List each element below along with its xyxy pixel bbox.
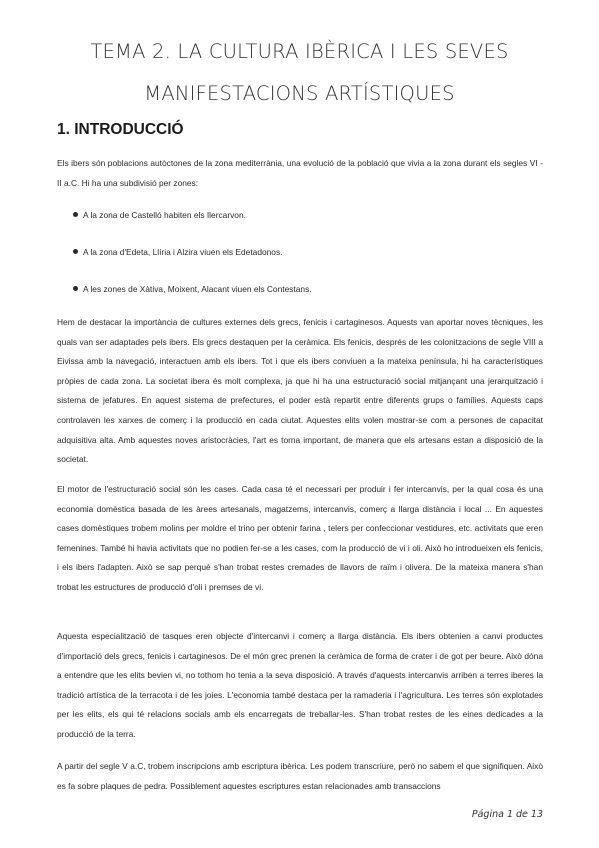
- list-item-text: A les zones de Xàtiva, Moixent, Alacant viuen els Contestans.: [83, 284, 312, 294]
- document-title-line-2: MANIFESTACIONS ARTÍSTIQUES: [144, 82, 455, 105]
- page-number: Página 1 de 13: [471, 809, 543, 820]
- bullet-icon: [73, 212, 78, 217]
- section-heading: 1. INTRODUCCIÓ: [57, 121, 184, 138]
- body-paragraph: El motor de l'estructuració social són les cases. Cada casa té el necessari per produir i fer intercanvis, per la qual cosa és una economia domèstica basada de les àrees artesanals, magatzems, intercanvis, comerç a llarga distància i local ... En aquestes cases domèstiques trobem molins per moldre el trino per obtenir farina , telers per confeccionar vestidures, etc. activitats que eren femenines. També hi havia activitats que no podien fer-se a les cases, com la producció de vi i oli. Això ho introdueixen els fenicis, i els ibers l'adapten. Això se sap perquè s'han trobat restes cremades de llavors de raïm i olivera. De la mateixa manera s'han trobat les estructures de producció d'oli i premses de vi.: [57, 484, 543, 592]
- bullet-icon: [73, 249, 78, 254]
- list-item-text: A la zona d'Edeta, Llíria i Alzira viuen els Edetadonos.: [83, 247, 283, 257]
- intro-paragraph: Els ibers són poblacions autòctones de la zona mediterrània, una evolució de la població que vivia a la zona durant els segles VI - II a.C. Hi ha una subdivisió per zones:: [57, 158, 543, 188]
- body-paragraph: Hem de destacar la importància de cultures externes dels grecs, fenicis i cartaginesos. Aquests van aportar noves tècniques, les quals van ser adaptades pels ibers. Els grecs destaquen per la ceràmica. Els fenicis, després de les colonitzacions de segle VIII a Eivissa amb la navegació, interactuen amb els ibers. Tot i que els ibers conviuen a la mateixa península, hi ha característiques pròpies de cada zona. La societat ibera és molt complexa, ja que hi ha una estructuració social mitjançant una jerarquització i sistema de jefatures. En aquest sistema de prefectures, el poder està repartit entre diferents grups o famílies. Aquests caps controlaven les xarxes de comerç i la producció en cada ciutat. Aquestes elits volen mostrar-se com a persones de capacitat adquisitiva alta. Amb aquestes noves aristocràcies, l'art es torna important, de manera que els artesans estan a disposició de la societat.: [57, 317, 543, 465]
- body-paragraph: A partir del segle V a.C, trobem inscripcions amb escriptura ibèrica. Les podem transcriure, però no sabem el que signifiquen. Això es fa sobre plaques de pedra. Possiblement aquestes escriptures estan relacionades amb transaccions: [57, 761, 543, 791]
- bullet-icon: [73, 286, 78, 291]
- document-title-line-1: TEMA 2. LA CULTURA IBÈRICA I LES SEVES: [90, 40, 509, 63]
- body-paragraph: Aquesta especialització de tasques eren objecte d'intercanvi i comerç a llarga distància. Els ibers obtenien a canvi productes d'importació dels grecs, fenicis i cartaginesos. De el món grec prenen la ceràmica de forma de crater i de got per beure. Això dóna a entendre que les elits bevien vi, no tothom ho tenia a la seva disposició. A través d'aquests intercanvis arriben a terres iberes la tradició artística de la terracota i de les joies. L'economia també destaca per la ramaderia i l'agricultura. Les terres són explotades per les elits, els qui té relacions socials amb els encarregats de treballar-les. S'han trobat restes de les eines dedicades a la producció de la terra.: [57, 631, 543, 739]
- list-item-text: A la zona de Castelló habiten els Ilercarvon.: [83, 210, 246, 220]
